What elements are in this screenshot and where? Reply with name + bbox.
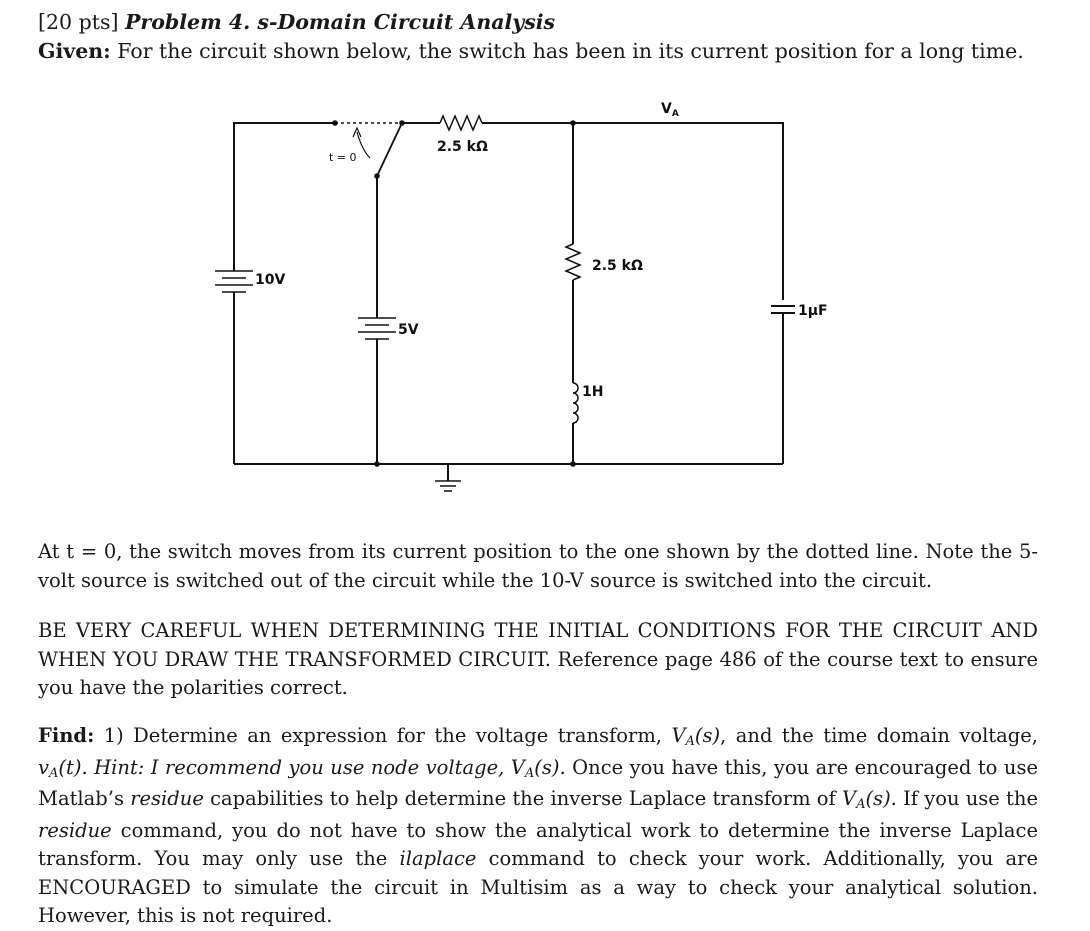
wire-top-left: [234, 123, 335, 186]
source-10v-label: 10V: [255, 272, 286, 288]
resistor-top: [440, 116, 482, 130]
points-label: [20 pts]: [38, 10, 119, 34]
switch-blade: [377, 123, 402, 176]
inductor: [573, 383, 578, 423]
capacitor-label: 1µF: [798, 303, 828, 319]
switch-time-label: t = 0: [329, 151, 357, 164]
resistor-mid-label: 2.5 kΩ: [592, 258, 643, 274]
va-label: $V_A$: [661, 101, 679, 119]
junction-dot: [332, 120, 338, 126]
source-5v-label: 5V: [398, 322, 419, 338]
paragraph-warning: BE VERY CAREFUL WHEN DETERMINING THE INITIAL CONDITIONS FOR THE CIRCUIT AND WHEN YOU DRAW THE TRANSFORMED CIRCUIT. Reference page 486 of the course text to ensure you have the polarities correct.: [38, 619, 1038, 699]
resistor-top-label: 2.5 kΩ: [437, 139, 488, 155]
junction-dot: [570, 461, 576, 467]
junction-dot: [374, 461, 380, 467]
hint-text: Hint: I recommend you use node voltage,: [94, 755, 511, 779]
paragraph-switch-description: At t = 0, the switch moves from its current position to the one shown by the dotted line. Note the 5-volt source is switched out of the circuit while the 10-V source is switched into the circuit.: [38, 540, 1038, 592]
junction-dot: [399, 120, 405, 126]
resistor-mid: [566, 244, 580, 280]
paragraph-find: Find: 1) Determine an expression for the voltage transform, VA(s), and the time domain voltage, vA(t). Hint: I recommend you use node voltage, VA(s). Once you have this, you are encouraged to use Matlab’s residue capabilities to help determine the inverse Laplace transform of VA(s). If you use the residue command, you do not have to show the analytical work to determine the inverse Laplace transform. You may only use the ilaplace command to check your work. Additionally, you are ENCOURAGED to simulate the circuit in Multisim as a way to check your analytical solution. However, this is not required.: [38, 724, 1038, 927]
given-text: For the circuit shown below, the switch has been in its current position for a long time.: [117, 38, 1024, 63]
junction-dot: [374, 173, 380, 179]
find-label: Find:: [38, 724, 95, 747]
inductor-label: 1H: [582, 384, 604, 400]
given-label: Given:: [38, 38, 111, 63]
switch-arc-arrow: [357, 132, 370, 158]
junction-dot: [570, 120, 576, 126]
problem-title: Problem 4. s-Domain Circuit Analysis: [125, 10, 556, 34]
